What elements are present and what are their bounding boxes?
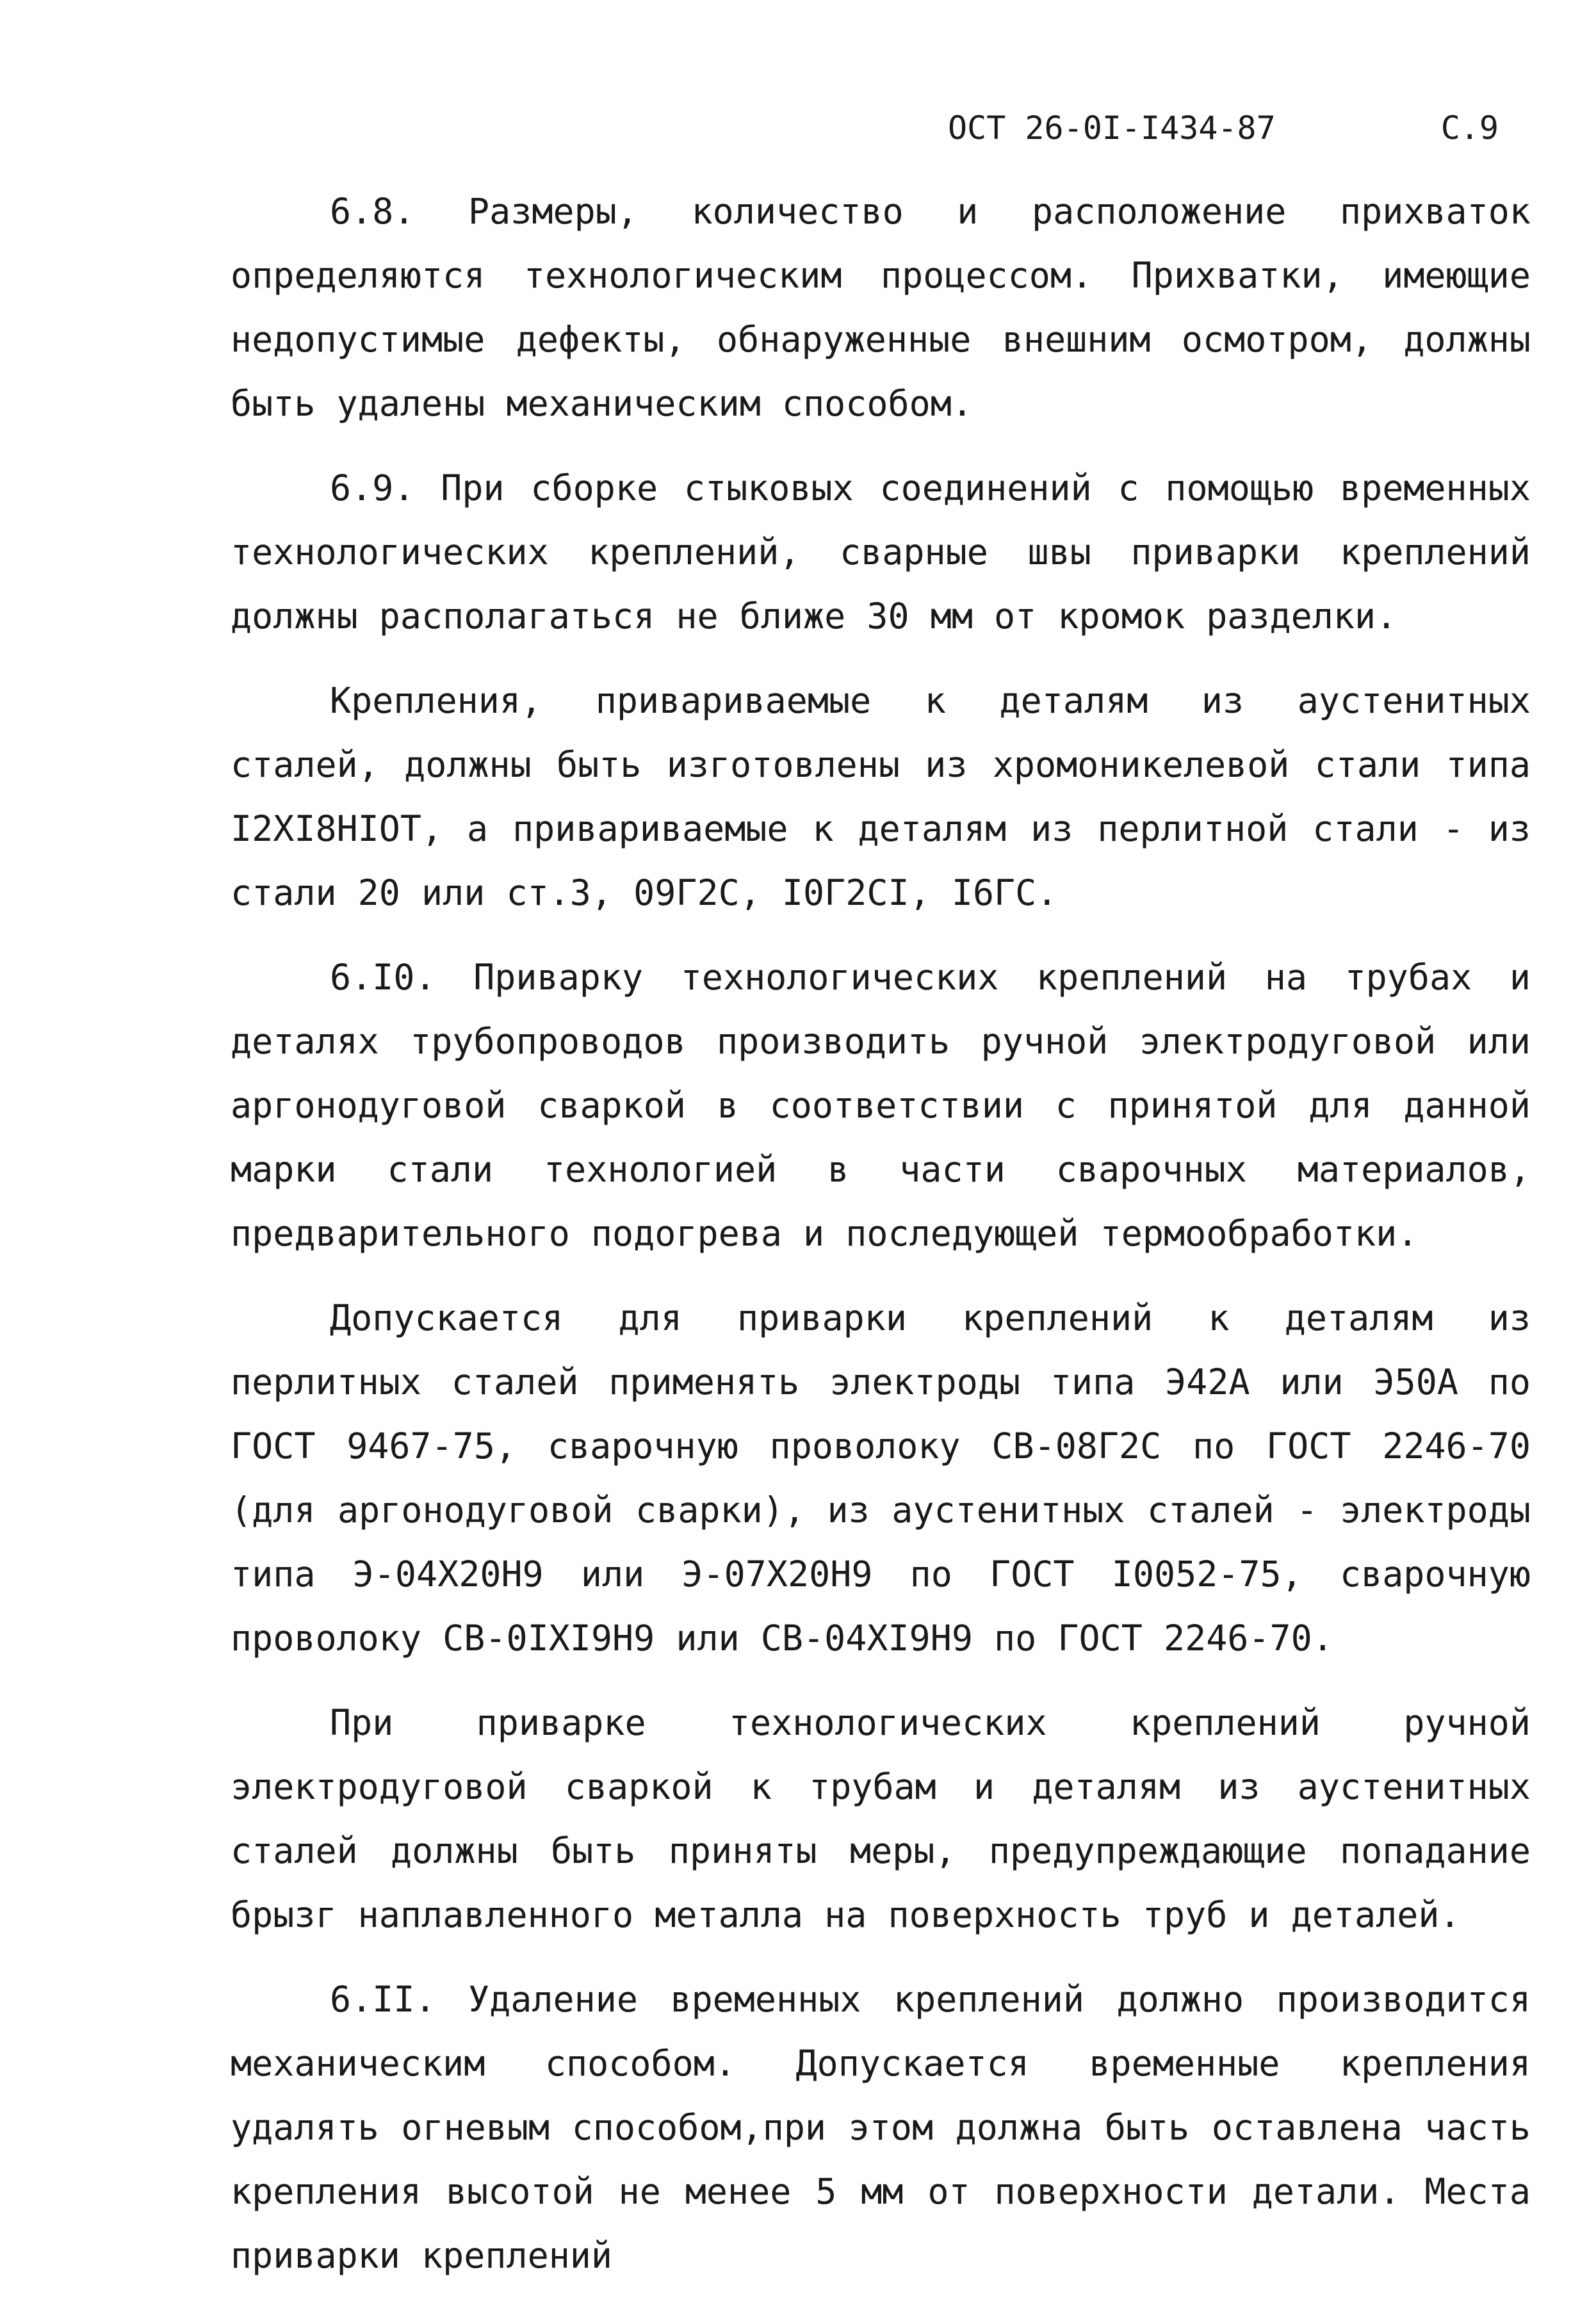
paragraph-6-11: 6.II. Удаление временных креплений должно производится механическим способом. Допускается временные крепления удалять огневым способом,при этом должна быть оставлена часть крепления высотой не менее 5 мм от поверхности детали. Места приварки креплений: [231, 1979, 1531, 2276]
paragraph-6-9: 6.9. При сборке стыковых соединений с помощью временных технологических креплений, сварные швы приварки креплений должны располагаться не ближе 30 мм от кромок разделки.: [231, 467, 1531, 637]
document-body: [231, 179, 1531, 2308]
paragraph-6-8: 6.8. Размеры, количество и расположение прихваток определяются технологическим процессом. Прихватки, имеющие недопустимые дефекты, обнаруженные внешним осмотром, должны быть удалены механическим способом.: [231, 191, 1531, 424]
paragraph-6-10-spatter: При приварке технологических креплений ручной электродуговой сваркой к трубам и деталям из аустенитных сталей должны быть приняты меры, предупреждающие попадание брызг наплавленного металла на поверхность труб и деталей.: [231, 1702, 1531, 1935]
document-code: ОСТ 26-0I-I434-87: [948, 110, 1276, 147]
page-header: [948, 102, 1499, 154]
paragraph-6-9-fastenings: Крепления, привариваемые к деталям из аустенитных сталей, должны быть изготовлены из хромоникелевой стали типа I2XI8HIOT, а привариваемые к деталям из перлитной стали - из стали 20 или ст.3, 09Г2С, I0Г2СI, I6ГС.: [231, 680, 1531, 913]
paragraph-6-10: 6.I0. Приварку технологических креплений на трубах и деталях трубопроводов производить ручной электродуговой или аргонодуговой сваркой в соответствии с принятой для данной марки стали технологией в части сварочных материалов, предварительного подогрева и последующей термообработки.: [231, 957, 1531, 1254]
page-number: С.9: [1440, 110, 1499, 147]
paragraph-6-10-electrodes: Допускается для приварки креплений к деталям из перлитных сталей применять электроды типа Э42А или Э50А по ГОСТ 9467-75, сварочную проволоку СВ-08Г2С по ГОСТ 2246-70 (для аргонодуговой сварки), из аустенитных сталей - электроды типа Э-04Х20Н9 или Э-07Х20Н9 по ГОСТ I0052-75, сварочную проволоку СВ-0IXI9H9 или СВ-04XI9H9 по ГОСТ 2246-70.: [231, 1297, 1531, 1659]
